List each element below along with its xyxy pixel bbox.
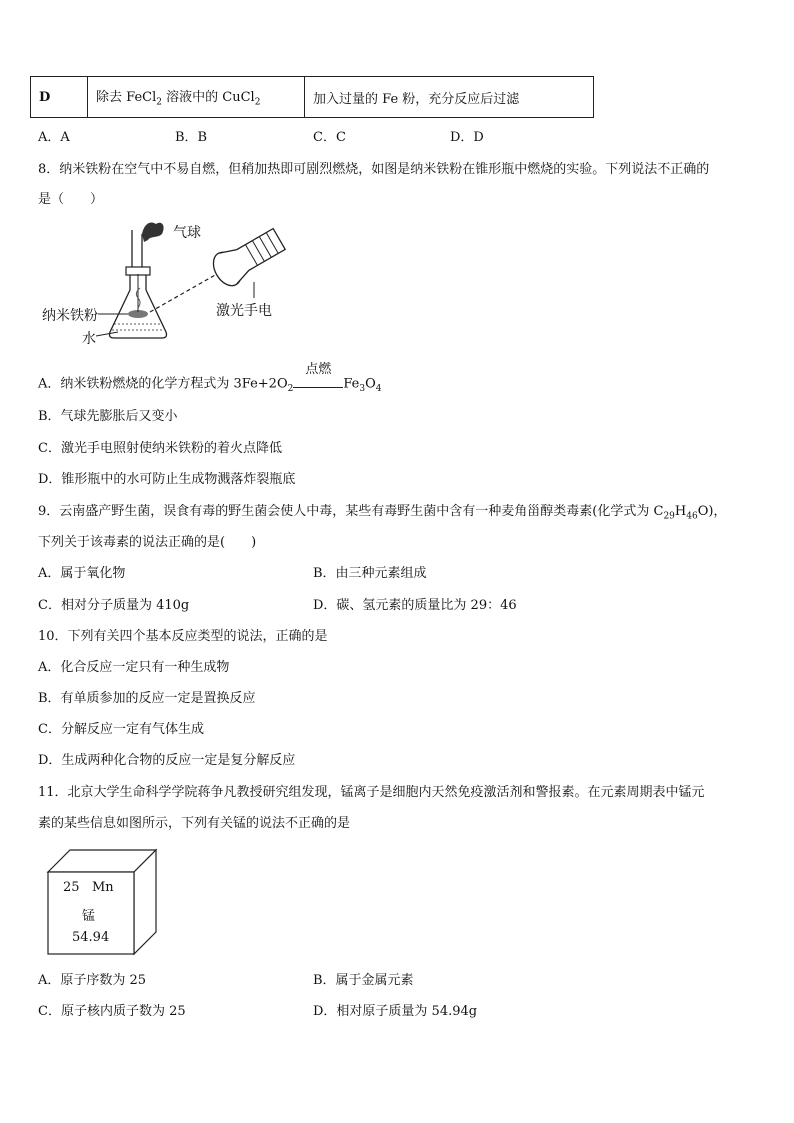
q8-stem-line2: 是（ ） xyxy=(38,192,104,207)
q10-option-a: A．化合反应一定只有一种生成物 xyxy=(38,660,230,675)
table-cell-letter: D xyxy=(31,77,88,118)
q7-option-c: C．C xyxy=(313,130,346,145)
q8-stem-line1: 8．纳米铁粉在空气中不易自燃，但稍加热即可剧烈燃烧，如图是纳米铁粉在锥形瓶中燃烧的实验。下列说法不正确的 xyxy=(38,162,710,177)
q11-option-c: C．原子核内质子数为 25 xyxy=(38,1004,186,1019)
q8-option-c: C．激光手电照射使纳米铁粉的着火点降低 xyxy=(38,441,282,456)
q9-option-a: A．属于氧化物 xyxy=(38,566,126,581)
balloon-icon xyxy=(142,222,164,242)
table-cell-purpose: 除去 FeCl$_2$ 溶液中的 CuCl$_2$ xyxy=(88,77,305,118)
q7-option-d: D．D xyxy=(450,130,484,145)
label-water: 水 xyxy=(82,331,96,347)
q9-option-c: C．相对分子质量为 410g xyxy=(38,598,190,613)
q7-option-a: A．A xyxy=(38,130,70,145)
label-iron-powder: 纳米铁粉 xyxy=(42,308,98,324)
q8-option-d: D．锥形瓶中的水可防止生成物溅落炸裂瓶底 xyxy=(38,472,296,487)
table-row xyxy=(31,77,594,118)
q8-option-a: A．纳米铁粉燃烧的化学方程式为 $3Fe+2O_2$ 点燃 $Fe_3O_4$ xyxy=(38,372,382,394)
q11-stem-line1: 11．北京大学生命科学学院蒋争凡教授研究组发现，锰离子是细胞内天然免疫激活剂和警报素。在元素周期表中锰元 xyxy=(38,785,705,800)
reaction-condition: 点燃 xyxy=(305,362,332,377)
element-mass: 54.94 xyxy=(72,930,110,945)
q7-option-b: B．B xyxy=(175,130,208,145)
q11-option-b: B．属于金属元素 xyxy=(313,973,414,988)
label-balloon: 气球 xyxy=(173,225,201,241)
options-table xyxy=(30,76,594,118)
label-laser: 激光手电 xyxy=(216,303,272,319)
q10-option-d: D．生成两种化合物的反应一定是复分解反应 xyxy=(38,753,296,768)
laser-flashlight-icon xyxy=(208,223,288,290)
q10-stem: 10．下列有关四个基本反应类型的说法，正确的是 xyxy=(38,629,328,644)
q9-stem-line2: 下列关于该毒素的说法正确的是( ) xyxy=(38,535,257,550)
q9-option-d: D．碳、氢元素的质量比为 29：46 xyxy=(313,598,517,613)
flask-laser-figure xyxy=(38,212,298,352)
element-name: 锰 xyxy=(82,909,96,924)
q11-option-d: D．相对原子质量为 54.94g xyxy=(313,1004,478,1019)
q10-option-c: C．分解反应一定有气体生成 xyxy=(38,722,204,737)
element-number: 25 xyxy=(63,880,80,895)
q11-stem-line2: 素的某些信息如图所示，下列有关锰的说法不正确的是 xyxy=(38,816,351,831)
q8-option-b: B．气球先膨胀后又变小 xyxy=(38,409,178,424)
element-symbol: Mn xyxy=(92,880,114,895)
q10-option-b: B．有单质参加的反应一定是置换反应 xyxy=(38,691,256,706)
q11-option-a: A．原子序数为 25 xyxy=(38,973,147,988)
table-cell-method: 加入过量的 Fe 粉，充分反应后过滤 xyxy=(305,77,594,118)
q9-option-b: B．由三种元素组成 xyxy=(313,566,427,581)
q9-stem-line1: 9．云南盛产野生菌，误食有毒的野生菌会使人中毒，某些有毒野生菌中含有一种麦角甾醇类毒素(化学式为 $C_{29}H_{46}O$)， xyxy=(38,504,727,522)
